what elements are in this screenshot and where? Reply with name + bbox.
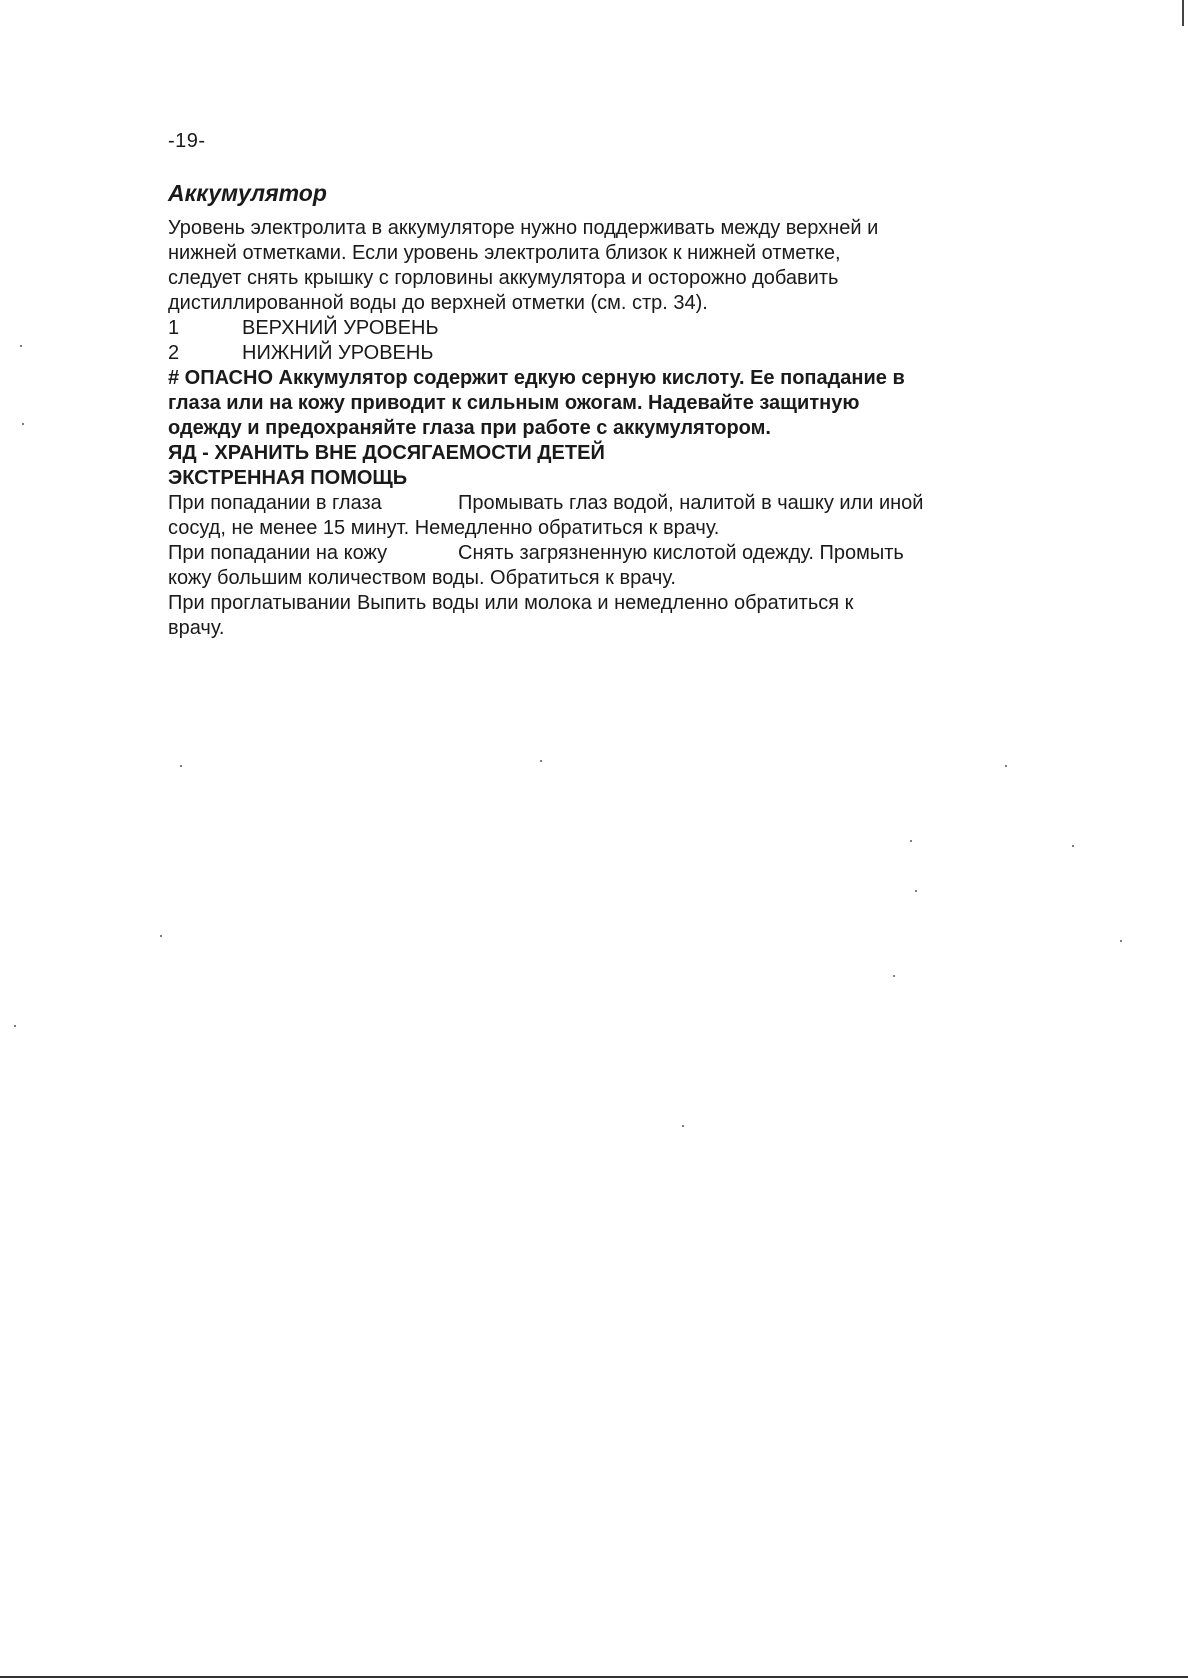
first-aid-eyes-text: Промывать глаз водой, налитой в чашку или иной [458,492,924,514]
level-label: ВЕРХНИЙ УРОВЕНЬ [242,317,439,339]
scan-edge-mark [1182,0,1184,26]
scan-speck [20,345,22,347]
poison-warning: ЯД - ХРАНИТЬ ВНЕ ДОСЯГАЕМОСТИ ДЕТЕЙ [168,442,605,464]
scan-speck [910,840,912,842]
first-aid-swallow-text: Выпить воды или молока и немедленно обратиться к [356,592,854,614]
section-title: Аккумулятор [168,180,327,206]
first-aid-skin [168,541,1008,566]
first-aid-eyes-continued: сосуд, не менее 15 минут. Немедленно обратиться к врачу. [168,517,720,539]
intro-line-2: нижней отметками. Если уровень электролита близок к нижней отметке, [168,242,841,264]
danger-line-1: # ОПАСНО Аккумулятор содержит едкую серную кислоту. Ее попадание в [168,367,905,389]
first-aid-swallow [168,591,1008,616]
intro-line-1: Уровень электролита в аккумуляторе нужно поддерживать между верхней и [168,217,879,239]
scan-speck [915,890,917,892]
first-aid-skin-label: При попадании на кожу [168,542,388,564]
scan-speck [160,935,162,937]
page-body [168,216,1008,641]
scan-speck [1072,845,1074,847]
first-aid-eyes [168,491,1008,516]
danger-line-2: глаза или на кожу приводит к сильным ожогам. Надевайте защитную [168,392,860,414]
level-number: 2 [168,342,180,364]
scan-speck [682,1125,684,1127]
level-number: 1 [168,317,180,339]
scan-speck [1120,940,1122,942]
level-item-lower [168,341,1008,366]
scan-speck [1005,765,1007,767]
level-item-upper [168,316,1008,341]
intro-line-4: дистиллированной воды до верхней отметки (см. стр. 34). [168,292,708,314]
scan-speck [893,975,895,977]
scan-speck [22,423,24,425]
danger-line-3: одежду и предохраняйте глаза при работе с аккумулятором. [168,417,771,439]
first-aid-swallow-label: При проглатывании [168,592,351,614]
intro-line-3: следует снять крышку с горловины аккумулятора и осторожно добавить [168,267,839,289]
scan-speck [14,1025,16,1027]
scan-speck [180,765,182,767]
level-label: НИЖНИЙ УРОВЕНЬ [242,342,434,364]
page-number: -19- [168,130,206,152]
scan-speck [540,760,542,762]
first-aid-swallow-continued: врачу. [168,617,225,639]
first-aid-eyes-label: При попадании в глаза [168,492,382,514]
first-aid-heading: ЭКСТРЕННАЯ ПОМОЩЬ [168,467,408,489]
first-aid-skin-text: Снять загрязненную кислотой одежду. Промыть [458,542,904,564]
first-aid-skin-continued: кожу большим количеством воды. Обратиться к врачу. [168,567,676,589]
scan-bottom-edge [0,1676,1188,1678]
